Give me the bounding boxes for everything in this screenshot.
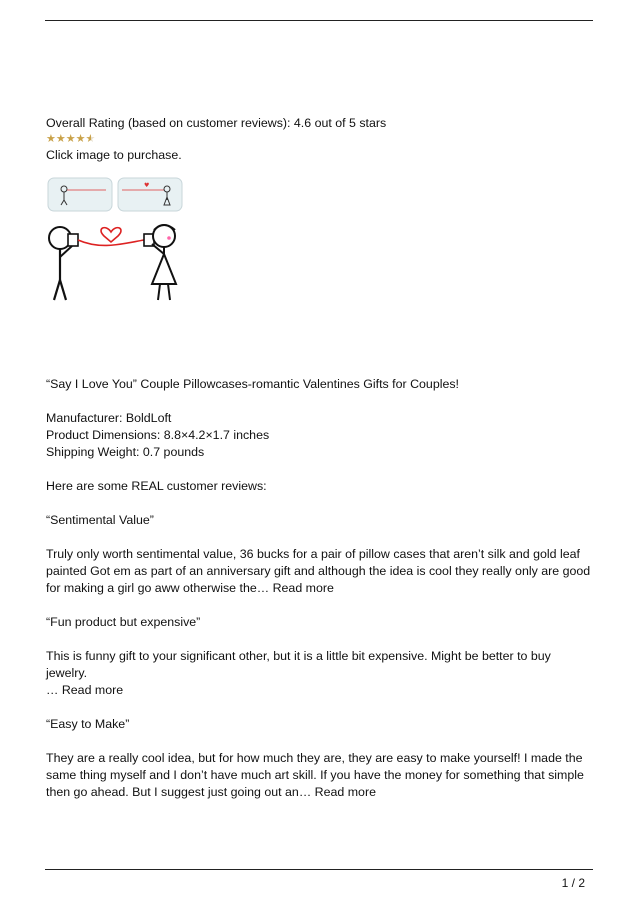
shipping-weight-text: Shipping Weight: 0.7 pounds [46, 445, 205, 459]
star-rating-icon [46, 133, 594, 145]
review-title: “Sentimental Value” [46, 513, 154, 527]
page-number: 1 / 2 [561, 876, 585, 890]
half-star-icon: ★ [85, 133, 96, 145]
document-body [46, 115, 594, 801]
review-title: “Fun product but expensive” [46, 615, 201, 629]
product-title: “Say I Love You” Couple Pillowcases-romantic Valentines Gifts for Couples! [46, 377, 459, 391]
star-icon: ★ [55, 133, 66, 145]
svg-text:♥: ♥ [144, 182, 150, 189]
review-body [46, 750, 594, 801]
manufacturer-text: Manufacturer: BoldLoft [46, 411, 172, 425]
star-icon: ★ [65, 133, 76, 145]
review-body [46, 546, 594, 597]
header-rule [45, 20, 593, 21]
dimensions-text: Product Dimensions: 8.8×4.2×1.7 inches [46, 428, 270, 442]
couple-drawing-image [49, 225, 176, 300]
review-body-text: Truly only worth sentimental value, 36 bucks for a pair of pillow cases that aren’t silk and gold leaf painted Got em as part of an anniversary gift and although the idea is cool they really only are good for making a girl go aww otherwise the… [46, 547, 591, 595]
pillowcase-left-image [48, 178, 112, 211]
footer-rule [45, 869, 593, 870]
pillowcase-right-image [118, 178, 182, 211]
read-more-link[interactable]: Read more [314, 785, 376, 799]
click-to-purchase-text: Click image to purchase. [46, 148, 182, 162]
review-body-text: They are a really cool idea, but for how much they are, they are easy to make yourself! I made the same thing myself and I don’t have much art skill. If you have the money for something that simple then go ahead. But I suggest just going out an… [46, 751, 584, 799]
star-icon: ★ [46, 133, 56, 145]
read-more-link[interactable]: Read more [272, 581, 334, 595]
read-more-link[interactable]: Read more [61, 683, 124, 697]
product-image-link[interactable] [46, 172, 186, 308]
reviews-intro: Here are some REAL customer reviews: [46, 479, 267, 493]
ellipsis-text: … [46, 683, 59, 697]
star-icon: ★ [75, 133, 86, 145]
overall-rating-text: Overall Rating (based on customer reviews): 4.6 out of 5 stars [46, 116, 387, 130]
review-body-text: This is funny gift to your significant other, but it is a little bit expensive. Might be better to buy jewelry. [46, 649, 551, 680]
review-body-more [46, 682, 594, 699]
review-title: “Easy to Make” [46, 717, 130, 731]
